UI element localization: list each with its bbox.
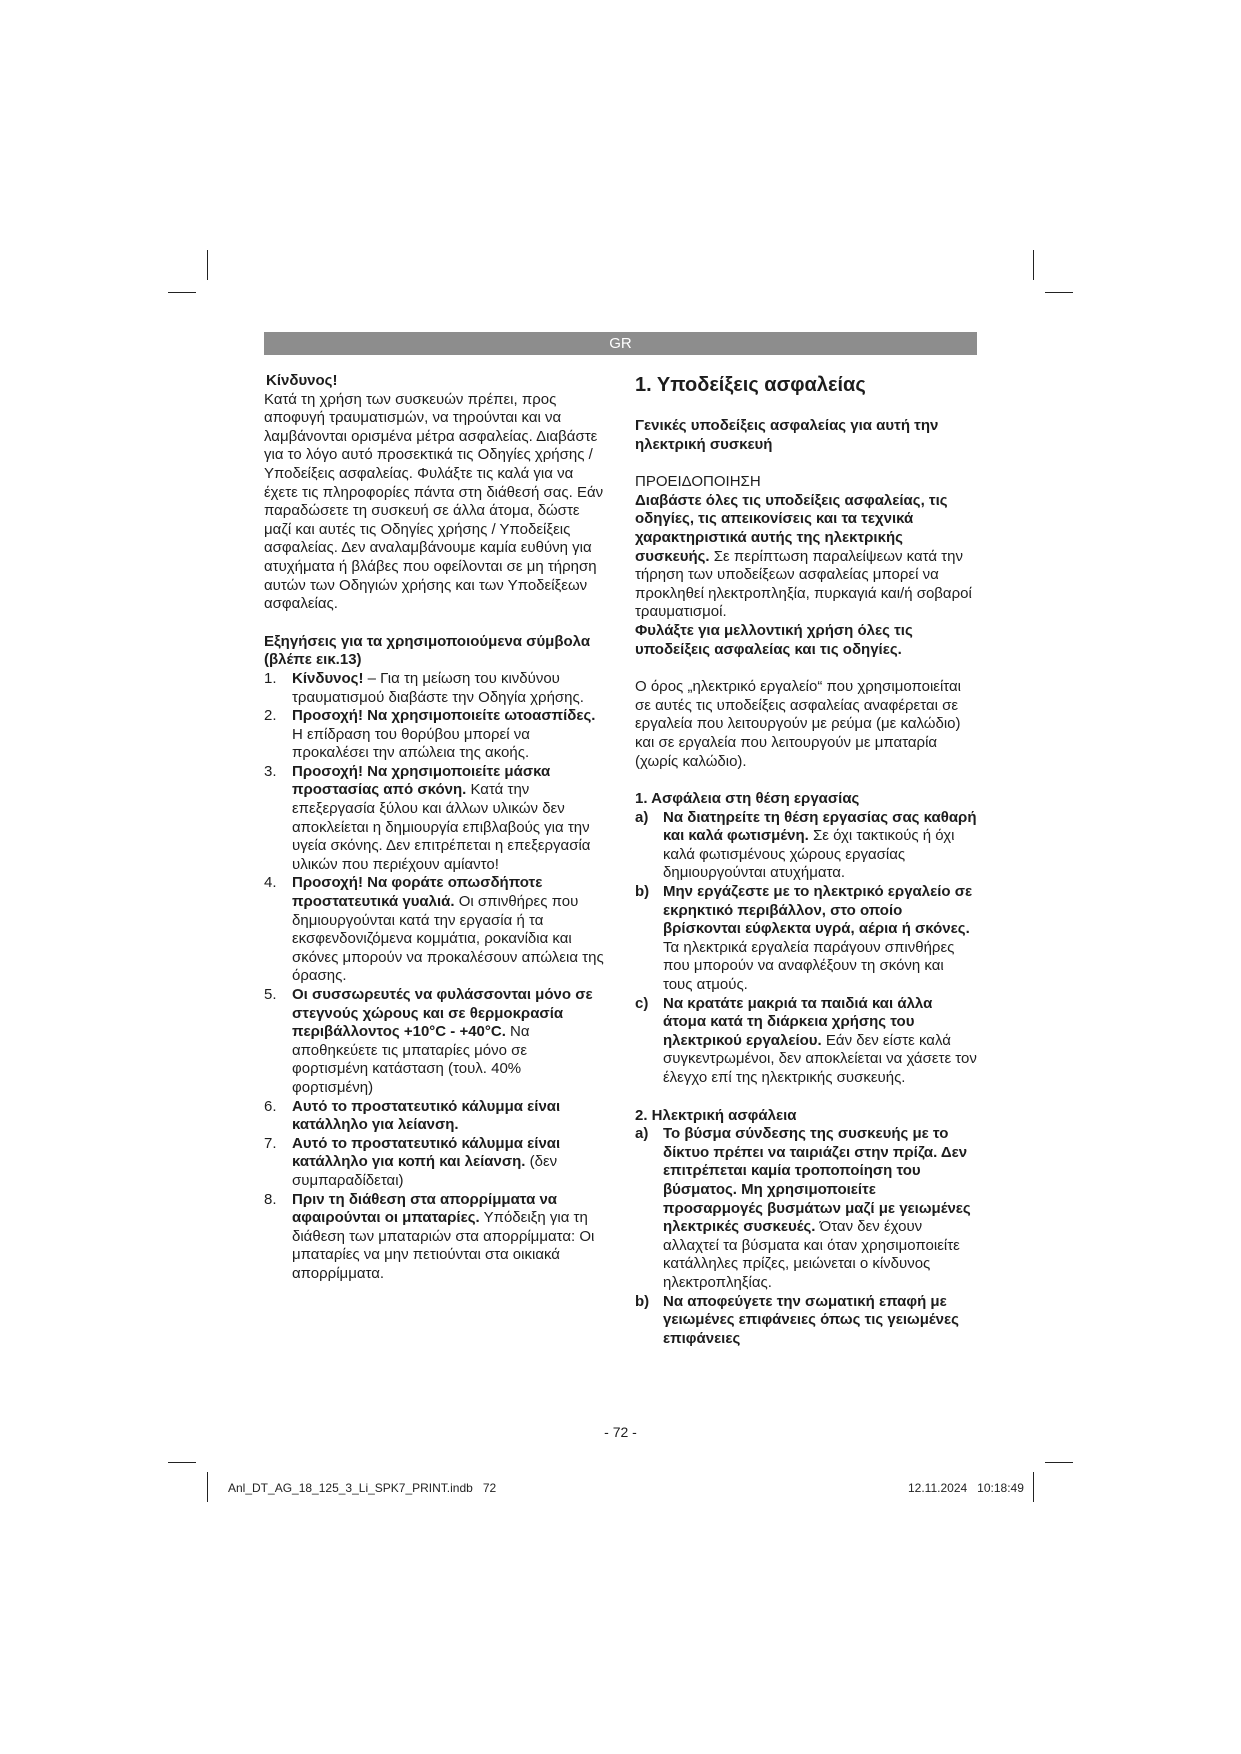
list-item: 6. Αυτό το προστατευτικό κάλυμμα είναι κατάλληλο για λείανση. xyxy=(264,1097,561,1134)
list-item: b) Μην εργάζεστε με το ηλεκτρικό εργαλείο σε εκρηκτικό περιβάλλον, στο οποίο βρίσκονται εύφλεκτα υγρά, αέρια ή σκόνες. Τα ηλεκτρικά εργαλεία παράγουν σπινθήρες που μπορούν να αναφλέξουν τη σκόνη και τους ατμούς. xyxy=(635,883,973,994)
list-item: 3. Προσοχή! Να χρησιμοποιείτε μάσκα προστασίας από σκόνη. Κατά την επεξεργασία ξύλου και άλλων υλικών δεν αποκλείεται η δημιουργία επιβλαβούς για την υγεία σκόνης. Δεν επιτρέπεται η επεξεργασία υλικών που περιέχουν αμίαντο! xyxy=(264,762,591,873)
language-header-bar: GR xyxy=(264,332,977,355)
right-column xyxy=(635,372,977,1348)
section-title: 1. Υποδείξεις ασφαλείας xyxy=(635,374,866,396)
spacer xyxy=(635,771,977,790)
list-item: 8. Πριν τη διάθεση στα απορρίμματα να αφαιρούνται οι μπαταρίες. Υπόδειξη για τη διάθεση των μπαταριών στα απορρίμματα: Οι μπαταρίες να μην πετιούνται στα οικιακά απορρίμματα. xyxy=(264,1190,595,1282)
subsection-title: 1. Ασφάλεια στη θέση εργασίας xyxy=(635,790,860,808)
warning-paragraph: Διαβάστε όλες τις υποδείξεις ασφαλείας, τις οδηγίες, τις απεικονίσεις και τα τεχνικά χαρακτηριστικά αυτής της ηλεκτρικής συσκευής. Σε περίπτωση παραλείψεων κατά την τήρηση των υποδείξεων ασφαλείας μπορεί να προκληθεί ηλεκτροπληξία, πυρκαγιά και/ή σοβαροί τραυματισμοί. xyxy=(635,491,972,621)
list-item: 1. Κίνδυνος! – Για τη μείωση του κινδύνου τραυματισμού διαβάστε την Οδηγία χρήσης. xyxy=(264,669,584,706)
crop-mark xyxy=(168,1462,196,1463)
term-paragraph: Ο όρος „ηλεκτρικό εργαλείο“ που χρησιμοποιείται σε αυτές τις υποδείξεις ασφαλείας αναφέρεται σε εργαλεία που λειτουργούν με ρεύμα (με καλώδιο) και σε εργαλεία που λειτουργούν με μπαταρία (χωρίς καλώδιο). xyxy=(635,678,962,770)
crop-mark xyxy=(207,1472,208,1502)
spacer xyxy=(635,454,977,473)
crop-mark xyxy=(207,250,208,280)
page-number: - 72 - xyxy=(604,1424,637,1440)
symbols-title: Εξηγήσεις για τα χρησιμοποιούμενα σύμβολα (βλέπε εικ.13) xyxy=(264,632,591,669)
left-column xyxy=(264,372,606,1284)
list-item: 2. Προσοχή! Να χρησιμοποιείτε ωτοασπίδες. Η επίδραση του θορύβου μπορεί να προκαλέσει την απώλεια της ακοής. xyxy=(264,707,596,762)
list-item: 5. Οι συσσωρευτές να φυλάσσονται μόνο σε στεγνούς χώρους και σε θερμοκρασία περιβάλλοντος +10°C - +40°C. Να αποθηκεύετε τις μπαταρίες μόνο σε φορτισμένη κατάσταση (τουλ. 40% φορτισμένη) xyxy=(264,986,593,1096)
crop-mark xyxy=(1033,250,1034,280)
danger-title: Κίνδυνος! xyxy=(266,372,338,389)
crop-mark xyxy=(1045,1462,1073,1463)
list-item: a) Το βύσμα σύνδεσης της συσκευής με το δίκτυο πρέπει να ταιριάζει στην πρίζα. Δεν επιτρέπεται καμία τροποποίηση του βύσματος. Μη χρησιμοποιείτε προσαρμογές βυσμάτων μαζί με γειωμένες ηλεκτρικές συσκευές. Όταν δεν έχουν αλλαχτεί τα βύσματα και όταν χρησιμοποιείτε κατάλληλες πρίζες, μειώνεται ο κίνδυνος ηλεκτροπληξίας. xyxy=(635,1125,971,1291)
list-item: 4. Προσοχή! Να φοράτε οπωσδήποτε προστατευτικά γυαλιά. Οι σπινθήρες που δημιουργούνται κατά την εργασία ή τα εκσφενδονιζόμενα κομμάτια, ροκανίδια και σκόνες μπορούν να προκαλέσουν απώλεια της όρασης. xyxy=(264,874,604,985)
list-item: b) Να αποφεύγετε την σωματική επαφή με γειωμένες επιφάνειες όπως τις γειωμένες επιφάνειες xyxy=(635,1292,959,1347)
keep-instructions: Φυλάξτε για μελλοντική χρήση όλες τις υποδείξεις ασφαλείας και τις οδηγίες. xyxy=(635,621,913,658)
subsection-title: 2. Ηλεκτρική ασφάλεια xyxy=(635,1106,797,1124)
print-file-slug: Anl_DT_AG_18_125_3_Li_SPK7_PRINT.indb 72 xyxy=(228,1481,497,1495)
warning-label: ΠΡΟΕΙΔΟΠΟΙΗΣΗ xyxy=(635,473,761,491)
crop-mark xyxy=(1045,292,1073,293)
spacer xyxy=(264,614,606,633)
list-item: 7. Αυτό το προστατευτικό κάλυμμα είναι κατάλληλο για κοπή και λείανση. (δεν συμπαραδίδεται) xyxy=(264,1134,561,1189)
crop-mark xyxy=(1033,1472,1034,1502)
crop-mark xyxy=(168,292,196,293)
list-item: c) Να κρατάτε μακριά τα παιδιά και άλλα άτομα κατά τη διάρκεια χρήσης του ηλεκτρικού εργαλείου. Εάν δεν είστε καλά συγκεντρωμένοι, δεν αποκλείεται να χάσετε τον έλεγχο επί της ηλεκτρικής συσκευής. xyxy=(635,994,977,1086)
intro-paragraph: Κατά τη χρήση των συσκευών πρέπει, προς αποφυγή τραυματισμών, να τηρούνται και να λαμβάνονται ορισμένα μέτρα ασφαλείας. Διαβάστε για το λόγο αυτό προσεκτικά τις Οδηγίες χρήσης / Υποδείξεις ασφαλείας. Φυλάξτε τις καλά για να έχετε τις πληροφορίες πάντα στη διάθεσή σας. Εάν παραδώσετε τη συσκευή σε άλλα άτομα, δώστε μαζί και αυτές τις Οδηγίες χρήσης / Υποδείξεις ασφαλείας. Δεν αναλαμβάνουμε καμία ευθύνη για ατυχήματα ή βλάβες που οφείλονται σε μη τήρηση αυτών των Οδηγιών χρήσης και των Υποδείξεων ασφαλείας. xyxy=(264,390,604,613)
print-datetime-slug: 12.11.2024 10:18:49 xyxy=(908,1481,1024,1495)
list-item: a) Να διατηρείτε τη θέση εργασίας σας καθαρή και καλά φωτισμένη. Σε όχι τακτικούς ή όχι καλά φωτισμένους χώρους εργασίας δημιουργούνται ατυχήματα. xyxy=(635,808,977,882)
spacer xyxy=(635,398,977,417)
spacer xyxy=(635,659,977,678)
general-title: Γενικές υποδείξεις ασφαλείας για αυτή την ηλεκτρική συσκευή xyxy=(635,417,939,453)
spacer xyxy=(635,1088,977,1107)
